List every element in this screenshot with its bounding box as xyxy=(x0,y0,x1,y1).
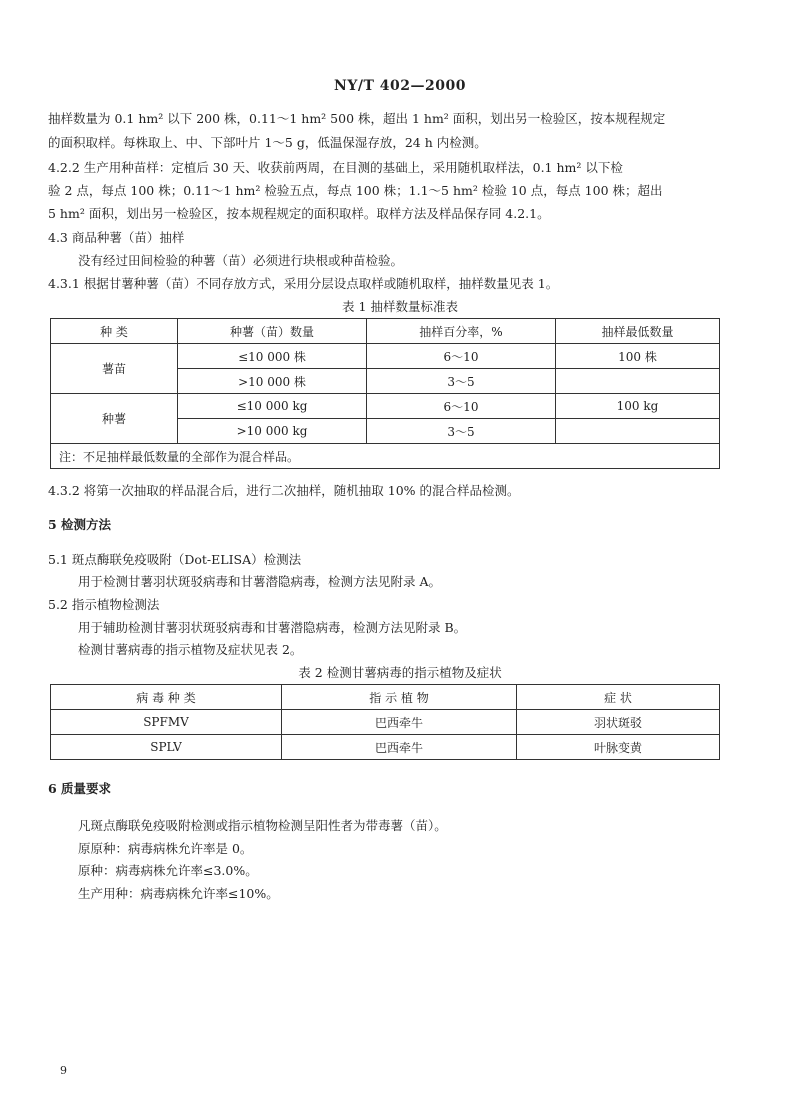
section-5-2-text: 检测甘薯病毒的指示植物及症状见表 2。 xyxy=(78,642,303,657)
page-header: NY/T 402—2000 xyxy=(334,78,466,94)
section-5-heading: 5 检测方法 xyxy=(48,517,112,532)
page-number: 9 xyxy=(60,1064,67,1077)
table2-caption: 表 2 检测甘薯病毒的指示植物及症状 xyxy=(298,665,502,680)
table1-header: 种 类 xyxy=(51,319,178,344)
table2-cell: 巴西牵牛 xyxy=(282,735,517,760)
section-6-heading: 6 质量要求 xyxy=(48,781,112,796)
table1-header: 抽样最低数量 xyxy=(556,319,720,344)
section-6-line: 原原种：病毒病株允许率是 0。 xyxy=(78,841,253,856)
table2-cell: 叶脉变黄 xyxy=(517,735,720,760)
table2-header: 症 状 xyxy=(517,685,720,710)
section-5-2-heading: 5.2 指示植物检测法 xyxy=(48,597,160,612)
table1-cell: >10 000 kg xyxy=(178,419,367,444)
section-4-3-heading: 4.3 商品种薯（苗）抽样 xyxy=(48,230,185,245)
paragraph-line: 抽样数量为 0.1 hm² 以下 200 株，0.11～1 hm² 500 株，超出 1 hm² 面积，划出另一检验区，按本规程规定 xyxy=(48,111,666,126)
table-row xyxy=(51,710,720,735)
section-6-line: 原种：病毒病株允许率≤3.0%。 xyxy=(78,863,258,878)
table1-kind: 薯苗 xyxy=(51,344,178,394)
table2-header: 指 示 植 物 xyxy=(282,685,517,710)
table2-cell: 巴西牵牛 xyxy=(282,710,517,735)
table1-cell: 100 株 xyxy=(556,344,720,369)
table2-cell: SPLV xyxy=(51,735,282,760)
table2-header: 病 毒 种 类 xyxy=(51,685,282,710)
section-6-line: 生产用种：病毒病株允许率≤10%。 xyxy=(78,886,279,901)
table1-cell: ≤10 000 kg xyxy=(178,394,367,419)
section-4-3-text: 没有经过田间检验的种薯（苗）必须进行块根或种苗检验。 xyxy=(78,253,404,268)
section-5-1-text: 用于检测甘薯羽状斑驳病毒和甘薯潜隐病毒，检测方法见附录 A。 xyxy=(78,574,442,589)
section-4-2-2-line: 4.2.2 生产用种苗样：定植后 30 天、收获前两周，在目测的基础上，采用随机取样法，0.1 hm² 以下检 xyxy=(48,160,623,175)
table1-cell xyxy=(556,419,720,444)
table1-note: 注：不足抽样最低数量的全部作为混合样品。 xyxy=(51,444,720,469)
table1-cell: 3～5 xyxy=(367,369,556,394)
table1-kind: 种薯 xyxy=(51,394,178,444)
section-6-line: 凡斑点酶联免疫吸附检测或指示植物检测呈阳性者为带毒薯（苗）。 xyxy=(78,818,447,833)
section-4-2-2-line: 验 2 点，每点 100 株；0.11～1 hm² 检验五点，每点 100 株；1.1～5 hm² 检验 10 点，每点 100 株；超出 xyxy=(48,183,663,198)
table-row xyxy=(51,394,720,419)
table2 xyxy=(50,684,720,760)
table1-cell: 3～5 xyxy=(367,419,556,444)
section-4-2-2-line: 5 hm² 面积，划出另一检验区，按本规程规定的面积取样。取样方法及样品保存同 4.2.1。 xyxy=(48,206,550,221)
table1-cell: ≤10 000 株 xyxy=(178,344,367,369)
table1 xyxy=(50,318,720,469)
paragraph-line: 的面积取样。每株取上、中、下部叶片 1～5 g，低温保湿存放，24 h 内检测。 xyxy=(48,135,487,150)
section-4-3-2: 4.3.2 将第一次抽取的样品混合后，进行二次抽样，随机抽取 10% 的混合样品检测。 xyxy=(48,483,520,498)
table1-cell: >10 000 株 xyxy=(178,369,367,394)
section-5-1-heading: 5.1 斑点酶联免疫吸附（Dot-ELISA）检测法 xyxy=(48,552,302,567)
table1-cell: 100 kg xyxy=(556,394,720,419)
table1-header: 种薯（苗）数量 xyxy=(178,319,367,344)
table1-caption: 表 1 抽样数量标准表 xyxy=(342,299,458,314)
table-row xyxy=(51,735,720,760)
section-4-3-1: 4.3.1 根据甘薯种薯（苗）不同存放方式，采用分层设点取样或随机取样，抽样数量见表 1。 xyxy=(48,276,559,291)
table1-cell xyxy=(556,369,720,394)
table1-header: 抽样百分率，% xyxy=(367,319,556,344)
table2-cell: 羽状斑驳 xyxy=(517,710,720,735)
table2-cell: SPFMV xyxy=(51,710,282,735)
table-row xyxy=(51,344,720,369)
section-5-2-text: 用于辅助检测甘薯羽状斑驳病毒和甘薯潜隐病毒，检测方法见附录 B。 xyxy=(78,620,467,635)
table1-cell: 6～10 xyxy=(367,394,556,419)
table1-cell: 6～10 xyxy=(367,344,556,369)
